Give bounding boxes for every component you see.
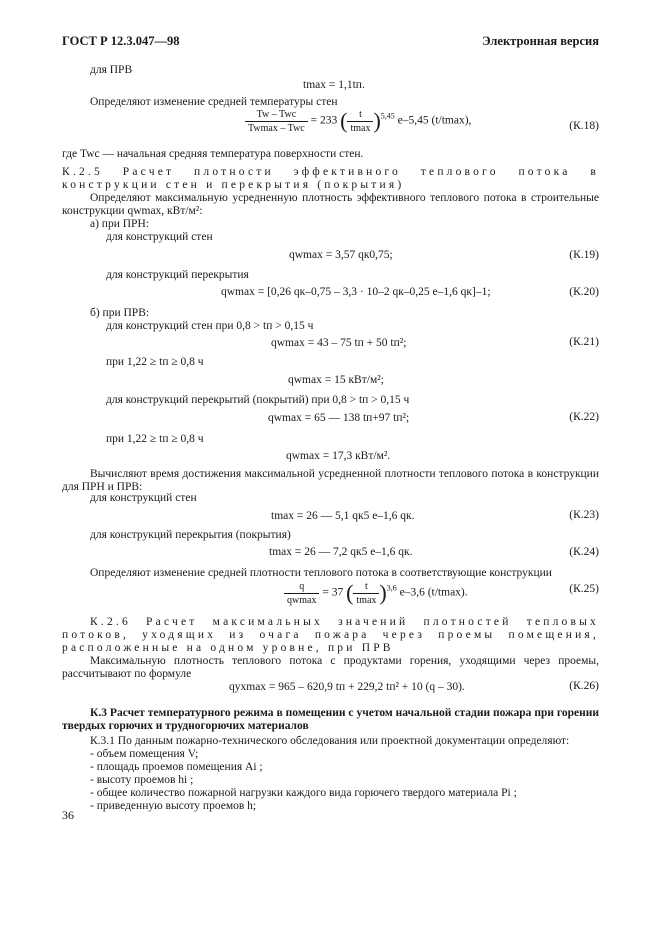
text-line: при 1,22 ≥ tп ≥ 0,8 ч (106, 433, 204, 445)
equation-number: (К.26) (569, 680, 599, 692)
text-line: где Twc — начальная средняя температура поверхности стен. (62, 148, 364, 160)
section-heading-k3: К.3 Расчет температурного режима в помещении с учетом начальной стадии пожара при горении твердых горючих и трудногорючих материалов (62, 707, 599, 732)
text-line: для конструкций перекрытия (покрытия) (90, 529, 291, 541)
equation-k26: qухmax = 965 – 620,9 tп + 229,2 tп² + 10 (q – 30). (229, 681, 465, 693)
equation-number: (К.25) (569, 583, 599, 595)
text-line: Определяют изменение средней плотности теплового потока в соответствующие конструкции (90, 567, 552, 579)
equation-number: (К.18) (569, 120, 599, 132)
text-line: б) при ПРВ: (90, 307, 150, 319)
equation-k18: $\frac{\text{Tw – Twc}}{\text{Twmax – Twc}}$ = 233 ( $\frac{t}{tmax}$ )$^{5,45}$ e–5,45 (t/tmax), (245, 108, 471, 134)
document-code: ГОСТ Р 12.3.047—98 (62, 34, 180, 48)
equation-k23: tmax = 26 — 5,1 qк5 e–1,6 qк. (271, 510, 415, 522)
equation-k25: $\frac{q}{qwmax}$ = 37 ( $\frac{t}{tmax}$ )$^{3,6}$ e–3,6 (t/tmax). (284, 580, 468, 606)
equation-k19: qwmax = 3,57 qк0,75; (289, 249, 393, 261)
text-line: для конструкций стен (106, 231, 213, 243)
equation-wall-const: qwmax = 15 кВт/м²; (288, 374, 384, 386)
equation-number: (К.20) (569, 286, 599, 298)
text-line: для ПРВ (90, 64, 133, 76)
text-line: а) при ПРН: (90, 218, 149, 230)
text-line: Определяют изменение средней температуры стен (90, 96, 338, 108)
equation-number: (К.19) (569, 249, 599, 261)
equation-tmax: tmax = 1,1tп. (303, 79, 365, 91)
version-label: Электронная версия (482, 34, 599, 48)
paragraph: Максимальную плотность теплового потока с продуктами горения, уходящими через проемы, рассчитывают по формуле (62, 655, 599, 680)
text-line: для конструкций стен при 0,8 > tп > 0,15 ч (106, 320, 314, 332)
list-item: - объем помещения V; (90, 748, 199, 760)
list-item: - площадь проемов помещения Ai ; (90, 761, 263, 773)
equation-floor-const: qwmax = 17,3 кВт/м². (286, 450, 391, 462)
text-line: для конструкций перекрытий (покрытий) при 0,8 > tп > 0,15 ч (106, 394, 410, 406)
list-item: - высоту проемов hi ; (90, 774, 194, 786)
equation-k21: qwmax = 43 – 75 tп + 50 tп²; (271, 337, 407, 349)
text-line: для конструкций стен (90, 492, 197, 504)
text-line: К.3.1 По данным пожарно-технического обследования или проектной документации определяют: (90, 735, 570, 747)
equation-number: (К.23) (569, 509, 599, 521)
equation-k22: qwmax = 65 — 138 tп+97 tп²; (268, 412, 410, 424)
equation-number: (К.22) (569, 411, 599, 423)
equation-number: (К.21) (569, 336, 599, 348)
page-number: 36 (62, 808, 74, 822)
section-heading-k26: К.2.6 Расчет максимальных значений плотностей тепловых потоков, уходящих из очага пожара через проемы помещения, расположенные на одном уровне, при ПРВ (62, 616, 599, 654)
equation-number: (К.24) (569, 546, 599, 558)
equation-k24: tmax = 26 — 7,2 qк5 e–1,6 qк. (269, 546, 413, 558)
list-item: - приведенную высоту проемов h; (90, 800, 257, 812)
paragraph: Вычисляют время достижения максимальной усредненной плотности теплового потока в конструкции для ПРН и ПРВ: (62, 468, 599, 493)
paragraph: Определяют максимальную усредненную плотность эффективного теплового потока в строительные конструкции qwmax, кВт/м²: (62, 192, 599, 217)
text-line: для конструкций перекрытия (106, 269, 249, 281)
section-heading-k25: К.2.5 Расчет плотности эффективного теплового потока в конструкции стен и перекрытия (покрытия) (62, 166, 599, 191)
text-line: при 1,22 ≥ tп ≥ 0,8 ч (106, 356, 204, 368)
equation-k20: qwmax = [0,26 qк–0,75 – 3,3 · 10–2 qк–0,25 e–1,6 qк]–1; (221, 286, 491, 298)
list-item: - общее количество пожарной нагрузки каждого вида горючего твердого материала Pi ; (90, 787, 517, 799)
